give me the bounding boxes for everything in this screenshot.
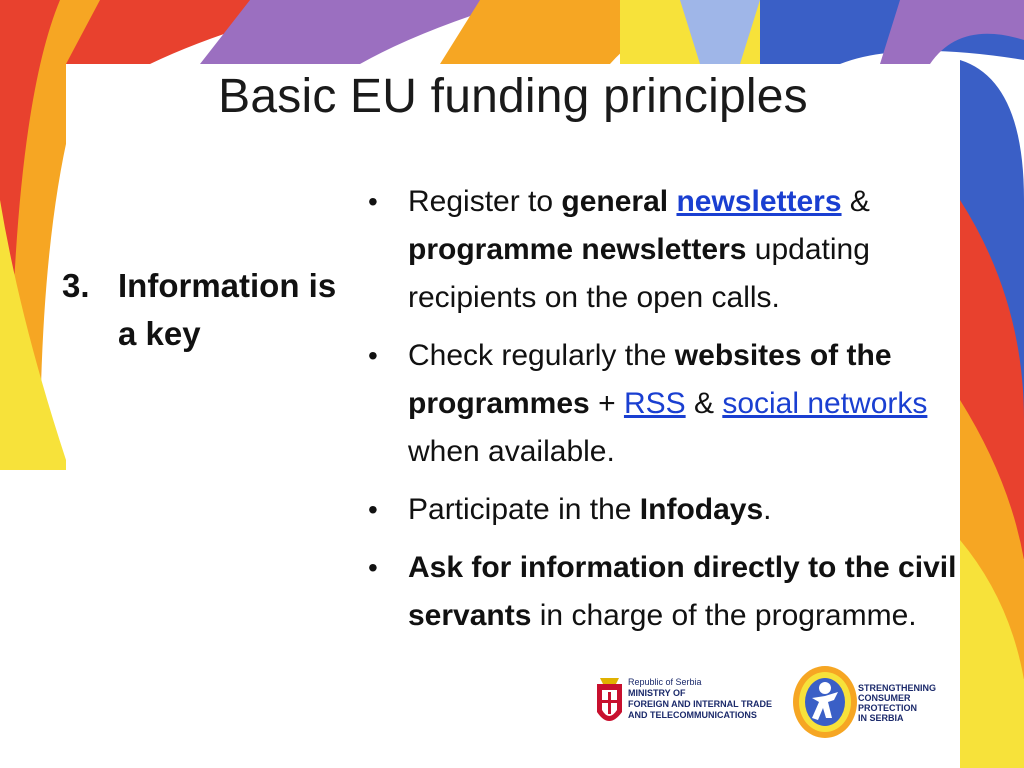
slide-title: Basic EU funding principles (218, 70, 808, 123)
consumer-line-2: CONSUMER (858, 693, 911, 703)
bullet-list (366, 178, 966, 650)
text: Check regularly the (408, 339, 675, 372)
text: updating recipients on the open calls. (408, 233, 870, 314)
bullet-dot: • (368, 186, 378, 217)
bullet-dot: • (368, 340, 378, 371)
bullet-dot: • (368, 552, 378, 583)
bold-text: websites of the programmes (408, 339, 892, 420)
link[interactable]: RSS (623, 387, 686, 420)
consumer-figure-icon (790, 662, 860, 740)
text: Register to (408, 185, 562, 218)
ministry-logo-text (628, 677, 788, 721)
text: Participate in the (408, 493, 640, 526)
text: & (841, 185, 870, 218)
text: & (685, 387, 723, 420)
ministry-line-4: AND TELECOMMUNICATIONS (628, 710, 757, 720)
bullet-dot: • (368, 494, 378, 525)
text: when available. (408, 435, 615, 468)
bold-text: programme newsletters (408, 233, 747, 266)
bullet-item (366, 332, 966, 476)
consumer-logo-text (858, 683, 948, 723)
link[interactable]: social networks (722, 387, 928, 420)
ministry-line-1: Republic of Serbia (628, 677, 702, 687)
consumer-line-4: IN SERBIA (858, 713, 904, 723)
section-text: Information is a key (118, 267, 337, 352)
ministry-line-3: FOREIGN AND INTERNAL TRADE (628, 699, 772, 709)
consumer-line-1: STRENGTHENING (858, 683, 937, 693)
bullet-item (366, 544, 966, 640)
bold-text: Infodays (639, 493, 764, 526)
text: . (763, 493, 772, 526)
text: in charge of the programme. (531, 599, 917, 632)
bullet-item (366, 178, 966, 322)
bold-text: Ask for information directly to the civil servants (408, 551, 957, 632)
section-number: 3. (62, 267, 90, 304)
bold-text: general (561, 185, 669, 218)
text: + (589, 387, 624, 420)
link[interactable]: newsletters (676, 185, 842, 218)
ministry-line-2: MINISTRY OF (628, 688, 686, 698)
bullet-item (366, 486, 966, 534)
consumer-line-3: PROTECTION (858, 703, 918, 713)
